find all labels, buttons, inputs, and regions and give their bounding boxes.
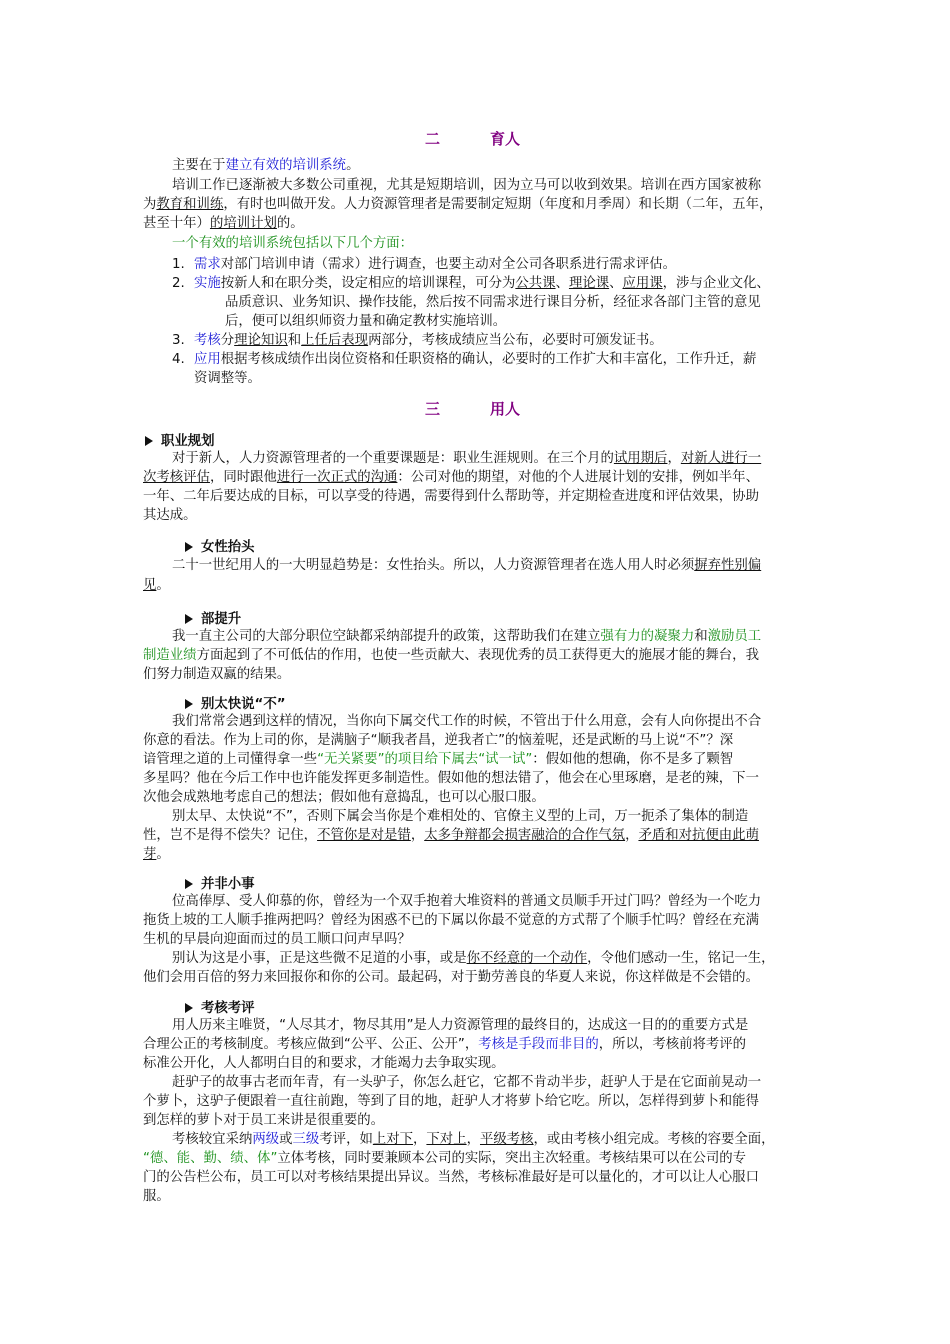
paragraph-line: “德、能、勤、绩、体”立体考核，同时要兼顾本公司的实际，突出主次轻重。考核结果可以在公司的专 <box>143 1151 747 1166</box>
paragraph-line: 我们常常会遇到这样的情况，当你向下属交代工作的时候，不管出于什么用意，会有人向你提出不合 <box>172 714 762 729</box>
paragraph-line: 培训工作已逐渐被大多数公司重视，尤其是短期培训，因为立马可以收到效果。培训在西方国家被称 <box>172 178 762 193</box>
subheading-promote: 部提升 <box>185 608 241 627</box>
training-system-link: 建立有效的培训系统 <box>225 158 347 173</box>
paragraph-line: 性，岂不是得不偿失？记住，不管你是对是错，太多争辩都会损害融洽的合作气氛，矛盾和对抗便由此萌 <box>143 828 759 843</box>
paragraph-line: 位高俸厚、受人仰慕的你，曾经为一个双手抱着大堆资料的普通文员顺手开过门吗？曾经为一个吃力 <box>172 894 762 909</box>
paragraph-line: 们努力制造双赢的结果。 <box>143 667 291 682</box>
paragraph-line: 合理公正的考核制度。考核应做到“公平、公正、公开”，考核是手段而非目的，所以，考核前将考评的 <box>143 1037 747 1052</box>
arrow-bullet-icon <box>185 1003 193 1013</box>
paragraph-line: 服。 <box>143 1189 170 1204</box>
subheading-women: 女性抬头 <box>185 536 255 555</box>
paragraph-line: 生机的早晨向迎面而过的员工顺口问声早吗？ <box>143 932 411 947</box>
paragraph-line: 次考核评估，同时跟他进行一次正式的沟通：公司对他的期望，对他的个人进展计划的安排，例如半年、 <box>143 470 759 485</box>
paragraph-line: 他们会用百倍的努力来回报你和你的公司。最起码，对于勤劳善良的华夏人来说，你这样做是不会错的。 <box>143 970 759 985</box>
list-item: 4. 应用根据考核成绩作出岗位资格和任职资格的确认，必要时的工作扩大和丰富化，工作升迁，薪 <box>172 352 757 367</box>
paragraph-line: 为教育和训练，有时也叫做开发。人力资源管理者是需要制定短期（年度和月季周）和长期（二年，五年， <box>143 197 773 212</box>
paragraph-line: 用人历来主唯贤，“人尽其才，物尽其用”是人力资源管理的最终目的，达成这一目的的重要方式是 <box>172 1018 749 1033</box>
list-intro: 一个有效的培训系统包括以下几个方面： <box>172 236 414 251</box>
list-item-cont: 资调整等。 <box>194 371 261 386</box>
paragraph-line: 见。 <box>143 578 170 593</box>
subheading-small: 并非小事 <box>185 873 255 892</box>
subheading-career: 职业规划 <box>145 430 215 449</box>
paragraph-line: 标准公开化，人人都明白目的和要求，才能竭力去争取实现。 <box>143 1056 505 1071</box>
arrow-bullet-icon <box>185 879 193 889</box>
paragraph-line: 个萝卜，这驴子便跟着一直往前跑，等到了目的地，赶驴人才将萝卜给它吃。所以，怎样得到萝卜和能得 <box>143 1094 759 1109</box>
paragraph-line: 门的公告栏公布，员工可以对考核结果提出异议。当然，考核标准最好是可以量化的，才可以让人心服口 <box>143 1170 759 1185</box>
paragraph-line: 你意的看法。作为上司的你，是满脑子“顺我者昌，逆我者亡”的恼羞呢，还是武断的马上说“不”？深 <box>143 733 734 748</box>
paragraph-line: 我一直主公司的大部分职位空缺都采纳部提升的政策，这帮助我们在建立强有力的凝聚力和激励员工 <box>172 629 762 644</box>
paragraph-line: 拖货上坡的工人顺手推两把吗？曾经为困惑不已的下属以你最不觉意的方式帮了个顺手忙吗？曾经在充满 <box>143 913 759 928</box>
arrow-bullet-icon <box>185 614 193 624</box>
paragraph-line: 谙管理之道的上司懂得拿一些“无关紧要”的项目给下属去“试一试”：假如他的想确，你不是多了颗智 <box>143 752 734 767</box>
paragraph-line: 别太早、太快说“不”，否则下属会当你是个难相处的、官僚主义型的上司，万一扼杀了集体的制造 <box>172 809 749 824</box>
paragraph-line: 甚至十年）的培训计划的。 <box>143 216 304 231</box>
arrow-bullet-icon <box>185 542 193 552</box>
section-heading-2: 二 育人 <box>425 130 521 148</box>
paragraph-intro: 主要在于建立有效的培训系统。 <box>172 158 360 173</box>
subheading-eval: 考核考评 <box>185 997 255 1016</box>
list-item-cont: 品质意识、业务知识、操作技能，然后按不同需求进行课目分析，经征求各部门主管的意见 <box>225 295 761 310</box>
paragraph-line: 对于新人，人力资源管理者的一个重要课题是：职业生涯规则。在三个月的试用期后，对新人进行一 <box>172 451 762 466</box>
paragraph-line: 考核较宜采纳两级或三级考评，如上对下，下对上，平级考核，或由考核小组完成。考核的容要全面， <box>172 1132 775 1147</box>
paragraph-line: 二十一世纪用人的一大明显趋势是：女性抬头。所以，人力资源管理者在选人用人时必须摒弃性别偏 <box>172 558 762 573</box>
paragraph-line: 赶驴子的故事古老而年青，有一头驴子，你怎么赶它，它都不肯动半步，赶驴人于是在它面前晃动一 <box>172 1075 762 1090</box>
paragraph-line: 芽。 <box>143 847 170 862</box>
paragraph-line: 一年、二年后要达成的目标，可以享受的待遇，需要得到什么帮助等，并定期检查进度和评估效果，协助 <box>143 489 759 504</box>
list-item: 1. 需求对部门培训申请（需求）进行调查，也要主动对全公司各职系进行需求评估。 <box>172 257 677 272</box>
arrow-bullet-icon <box>185 699 193 709</box>
list-item-cont: 后，便可以组织师资力量和确定教材实施培训。 <box>225 314 507 329</box>
paragraph-line: 其达成。 <box>143 508 197 523</box>
subheading-no: 别太快说“不” <box>185 693 286 712</box>
list-item: 3. 考核分理论知识和上任后表现两部分，考核成绩应当公布，必要时可颁发证书。 <box>172 333 663 348</box>
section-heading-3: 三 用人 <box>425 400 521 418</box>
paragraph-line: 次他会成熟地考虑自己的想法；假如他有意捣乱，也可以心服口服。 <box>143 790 545 805</box>
paragraph-line: 多星吗？他在今后工作中也许能发挥更多制造性。假如他的想法错了，他会在心里琢磨，是老的辣，下一 <box>143 771 759 786</box>
arrow-bullet-icon <box>145 436 153 446</box>
paragraph-line: 到怎样的萝卜对于员工来讲是很重要的。 <box>143 1113 385 1128</box>
paragraph-line: 别认为这是小事，正是这些微不足道的小事，或是你不经意的一个动作，令他们感动一生，铭记一生， <box>172 951 775 966</box>
list-item: 2. 实施按新人和在职分类，设定相应的培训课程，可分为公共课、理论课、应用课，涉与企业文化、 <box>172 276 770 291</box>
paragraph-line: 制造业绩方面起到了不可低估的作用，也使一些贡献大、表现优秀的员工获得更大的施展才能的舞台，我 <box>143 648 759 663</box>
